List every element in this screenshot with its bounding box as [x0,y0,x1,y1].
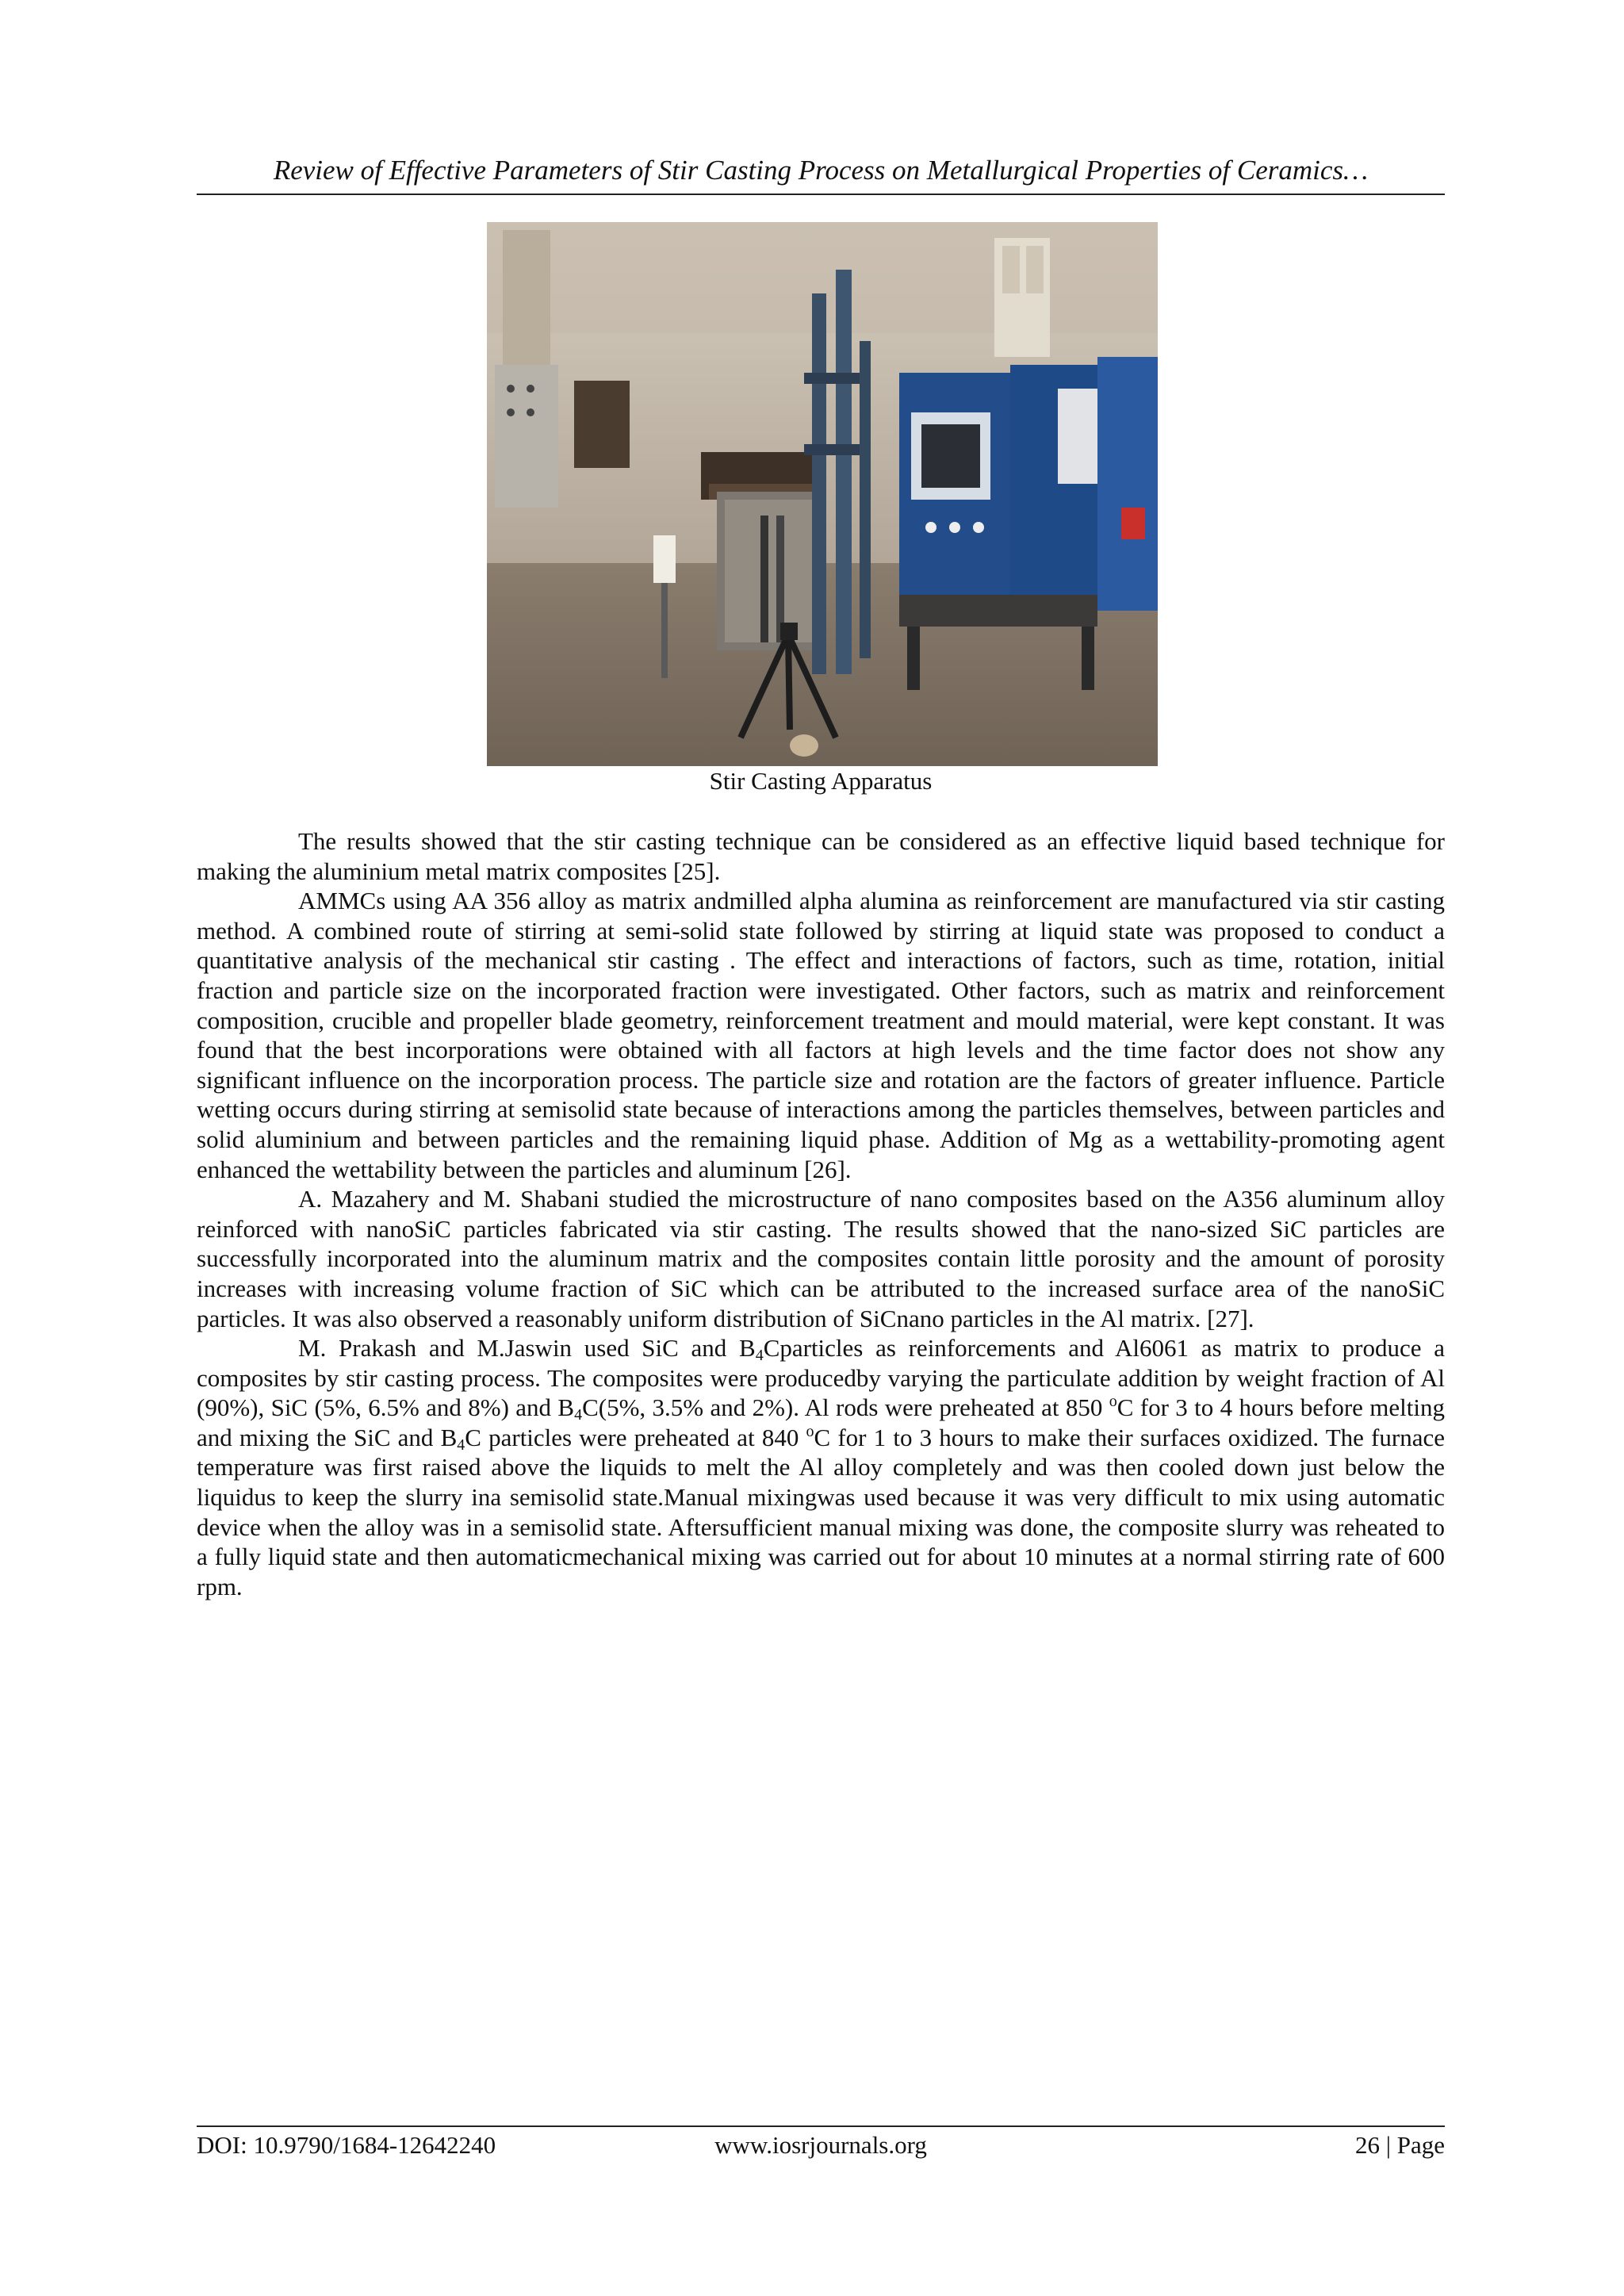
header-divider [197,194,1445,195]
subscript: 4 [755,1347,764,1365]
doi-link[interactable]: DOI: 10.9790/1684-12642240 [197,2131,496,2159]
text-run: C(5%, 3.5% and 2%). Al rods were preheated at 850 [582,1393,1109,1422]
text-run: C particles were preheated at 840 [465,1423,806,1451]
photo-illustration [487,222,1158,766]
journal-website-link[interactable]: www.iosrjournals.org [714,2131,927,2159]
paragraph [197,1333,1445,1601]
subscript: 4 [457,1435,465,1454]
figure-caption: Stir Casting Apparatus [709,767,933,795]
superscript: o [806,1422,814,1440]
text-run: C for 3 to 4 hours before melting and mixing the SiC and B [197,1393,1445,1451]
superscript: o [1109,1393,1117,1411]
text-run: Cparticles as reinforcements and Al6061 as matrix to produce a composites by stir casting process. The composites were producedby varying the particulate addition by weight fraction of Al (90%), SiC (5%, 6.5% and 8%) and B [197,1334,1445,1422]
stir-casting-apparatus-photo [487,222,1158,766]
paragraph: The results showed that the stir casting technique can be considered as an effective liquid based technique for making the aluminium metal matrix composites [25]. [197,827,1445,885]
subscript: 4 [574,1406,583,1424]
page-footer [197,2128,1445,2163]
running-header: Review of Effective Parameters of Stir Casting Process on Metallurgical Properties of Ceramics… [273,155,1369,186]
article-body [197,826,1445,1601]
text-run: C for 1 to 3 hours to make their surfaces oxidized. The furnace temperature was first raised above the liquids to melt the Al alloy completely and was then cooled down just below the liquidus to keep the slurry ina semisolid state.Manual mixingwas used because it was very difficult to mix using automatic device when the alloy was in a semisolid state. Aftersufficient manual mixing was done, the composite slurry was reheated to a fully liquid state and then automaticmechanical mixing was carried out for about 10 minutes at a normal stirring rate of 600 rpm. [197,1423,1445,1600]
text-run: M. Prakash and M.Jaswin used SiC and B [298,1334,756,1363]
paragraph: A. Mazahery and M. Shabani studied the microstructure of nano composites based on the A356 aluminum alloy reinforced with nanoSiC particles fabricated via stir casting. The results showed that the nano-sized SiC particles are successfully incorporated into the aluminum matrix and the composites contain little porosity and the amount of porosity increases with increasing volume fraction of SiC which can be attributed to the increased surface area of the nanoSiC particles. It was also observed a reasonably uniform distribution of SiCnano particles in the Al matrix. [27]. [197,1185,1445,1332]
footer-divider [197,2125,1445,2127]
page-number: 26 | Page [1355,2131,1445,2159]
paragraph: AMMCs using AA 356 alloy as matrix andmilled alpha alumina as reinforcement are manufactured via stir casting method. A combined route of stirring at semi-solid state followed by stirring at liquid state was proposed to conduct a quantitative analysis of the mechanical stir casting . The effect and interactions of factors, such as time, rotation, initial fraction and particle size on the incorporated fraction were investigated. Other factors, such as matrix and reinforcement composition, crucible and propeller blade geometry, reinforcement treatment and mould material, were kept constant. It was found that the best incorporations were obtained with all factors at high levels and the time factor does not show any significant influence on the incorporation process. The particle size and rotation are the factors of greater influence. Particle wetting occurs during stirring at semisolid state because of interactions among the particles themselves, between particles and solid aluminium and between particles and the remaining liquid phase. Addition of Mg as a wettability-promoting agent enhanced the wettability between the particles and aluminum [26]. [197,887,1445,1183]
